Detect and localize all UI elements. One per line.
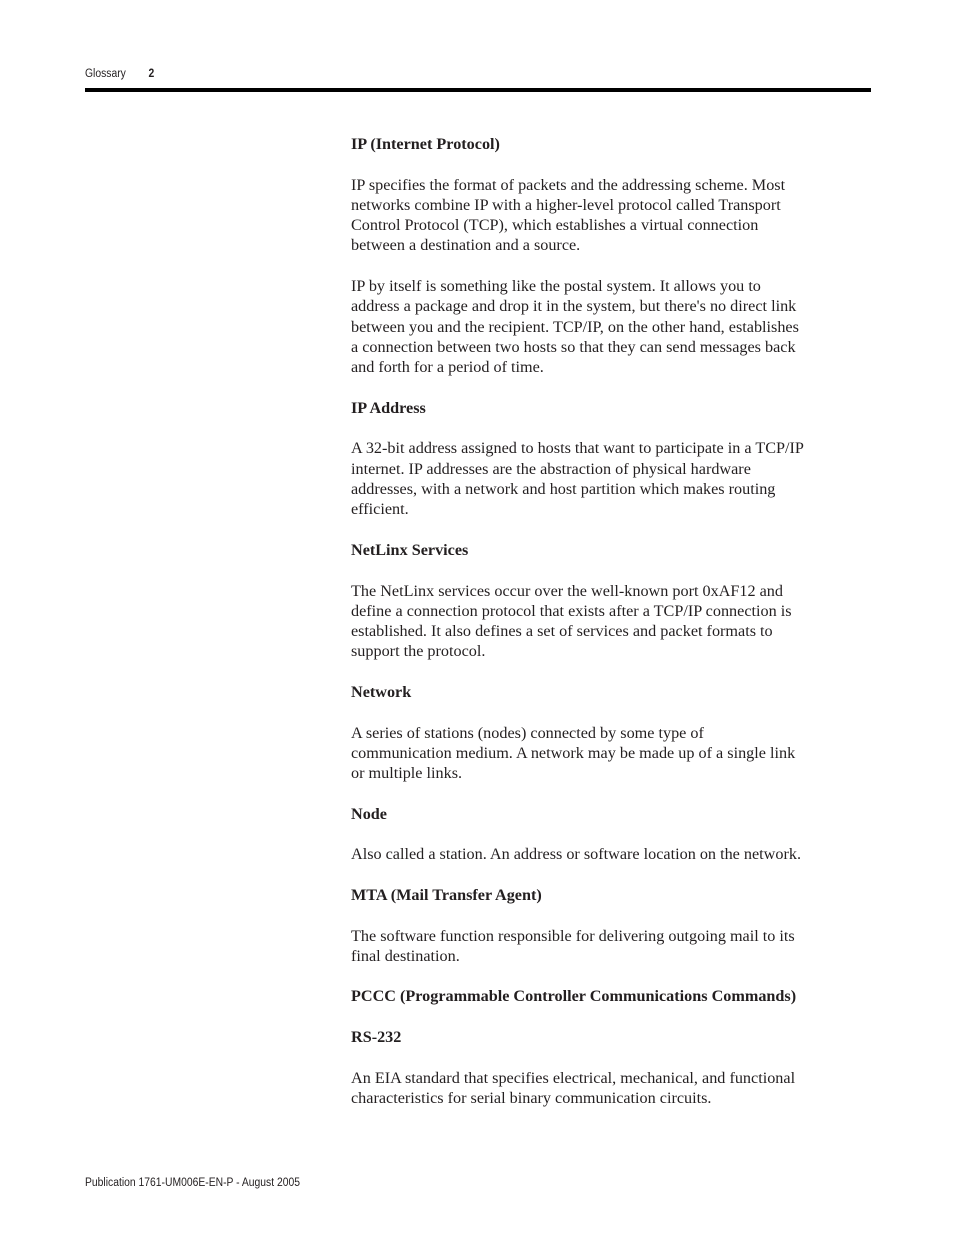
text-line: between you and the recipient. TCP/IP, on the other hand, establishes	[351, 317, 799, 336]
text-line: characteristics for serial binary communication circuits.	[351, 1088, 712, 1107]
text-line: A series of stations (nodes) connected by some type of	[351, 723, 704, 742]
text-line: A 32-bit address assigned to hosts that want to participate in a TCP/IP	[351, 439, 804, 458]
glossary-term: NetLinx Services	[351, 540, 469, 559]
glossary-term: Network	[351, 683, 412, 702]
text-line: support the protocol.	[351, 642, 486, 661]
text-line: communication medium. A network may be made up of a single link	[351, 743, 796, 762]
text-line: established. It also defines a set of services and packet formats to	[351, 622, 773, 641]
text-line: The software function responsible for delivering outgoing mail to its	[351, 926, 795, 945]
text-line: a connection between two hosts so that they can send messages back	[351, 337, 796, 356]
text-line: or multiple links.	[351, 764, 463, 783]
glossary-term: IP (Internet Protocol)	[351, 135, 500, 153]
text-line: and forth for a period of time.	[351, 358, 544, 377]
definition-paragraph	[351, 175, 881, 256]
text-line: between a destination and a source.	[351, 236, 581, 255]
definition-paragraph	[351, 438, 881, 519]
text-line: The NetLinx services occur over the well-known port 0xAF12 and	[351, 581, 783, 600]
definition-paragraph	[351, 926, 881, 967]
text-line: IP by itself is something like the postal system. It allows you to	[351, 277, 761, 296]
running-header	[85, 66, 154, 82]
text-line: internet. IP addresses are the abstraction of physical hardware	[351, 459, 751, 478]
definition-paragraph	[351, 581, 881, 662]
definition-paragraph	[351, 723, 881, 784]
text-line: Control Protocol (TCP), which establishes a virtual connection	[351, 216, 759, 235]
header-section-title: Glossary	[85, 68, 126, 80]
text-line: addresses, with a network and host partition which makes routing	[351, 480, 776, 499]
glossary-term: RS-232	[351, 1028, 402, 1047]
glossary-term: IP Address	[351, 398, 426, 417]
publication-footer: Publication 1761-UM006E-EN-P - August 2005	[85, 1177, 300, 1189]
text-line: An EIA standard that specifies electrical, mechanical, and functional	[351, 1068, 796, 1087]
glossary-term: MTA (Mail Transfer Agent)	[351, 885, 542, 904]
text-line: efficient.	[351, 500, 409, 519]
glossary-term: PCCC (Programmable Controller Communications Commands)	[351, 987, 797, 1006]
page-number: 2	[148, 68, 155, 80]
definition-paragraph	[351, 1068, 881, 1109]
text-line: networks combine IP with a higher-level protocol called Transport	[351, 195, 781, 214]
definition-paragraph	[351, 844, 881, 864]
text-line: Also called a station. An address or software location on the network.	[351, 845, 801, 864]
text-line: final destination.	[351, 946, 460, 965]
glossary-term: Node	[351, 804, 387, 823]
text-line: IP specifies the format of packets and the addressing scheme. Most	[351, 175, 786, 194]
text-line: define a connection protocol that exists after a TCP/IP connection is	[351, 601, 792, 620]
glossary-body	[351, 134, 881, 1129]
text-line: address a package and drop it in the system, but there's no direct link	[351, 297, 797, 316]
header-rule	[85, 88, 871, 92]
definition-paragraph	[351, 276, 881, 377]
